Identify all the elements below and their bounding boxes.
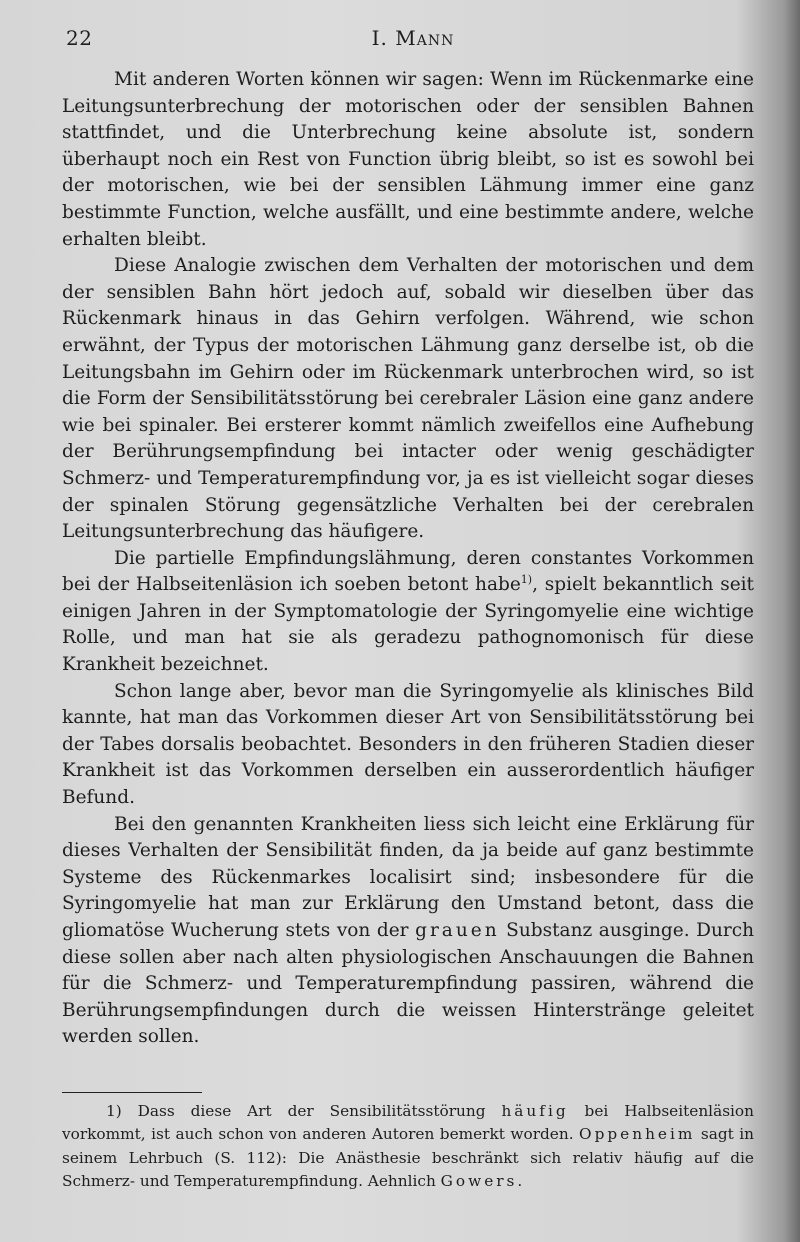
text-run: . [517,1172,523,1191]
paragraph [62,679,754,812]
spaced-emphasis: Gowers [440,1172,518,1191]
text-run: sagt in seinem Lehrbuch (S. 112): Die Anästhesie beschränkt sich relativ häufig auf die Schmerz- und Temperaturempfindung. Aehnlich [62,1125,754,1191]
footnote-rule [62,1092,202,1093]
text-run: Diese Analogie zwischen dem Verhalten der motorischen und dem der sensiblen Bahn hört jedoch auf, sobald wir dieselben über das Rückenmark hinaus in das Gehirn verfolgen. Während, wie schon erwähnt, der Typus der motorischen Lähmung ganz derselbe ist, ob die Leitungsbahn im Gehirn oder im Rückenmark unterbrochen wird, so ist die Form der Sensibilitätsstörung bei cerebraler Läsion eine ganz andere wie bei spinaler. Bei ersterer kommt nämlich zweifellos eine Aufhebung der Berührungsempfindung bei intacter oder wenig geschädigter Schmerz- und Temperaturempfindung vor, ja es ist vielleicht sogar dieses der spinalen Störung gegensätzliche Verhalten bei der cerebralen Leitungsunterbrechung das häufigere. [62,255,754,543]
spaced-emphasis: häufig [501,1102,569,1120]
paragraph [62,253,754,546]
paragraph [62,812,754,1051]
footnote-marker: 1) [520,573,533,587]
page-header [66,26,760,50]
text-run: Die partielle Empfindungslähmung, deren constantes Vorkommen bei der Halbseitenläsion ich soeben betont habe [62,547,754,596]
page-number: 22 [66,26,93,50]
text-run: Bei den genannten Krankheiten liess sich leicht eine Erklärung für dieses Verhalten der Sensibilität finden, da ja beide auf ganz bestimmte Systeme des Rückenmarkes localisirt sind; insbesondere für die Syringomyelie hat man zur Erklärung den Umstand betont, dass die gliomatöse Wucherung stets von der [62,813,754,941]
text-run: Substanz ausginge. Durch diese sollen aber nach alten physiologischen Anschauungen die Bahnen für die Schmerz- und Temperaturempfindung passiren, während die Berührungsempfindungen durch die weissen Hinterstränge geleitet werden sollen. [62,920,755,1048]
text-run: , spielt bekanntlich seit einigen Jahren in der Symptomatologie der Syringomyelie eine wichtige Rolle, und man hat sie als geradezu pathognomonisch für diese Krankheit bezeichnet. [62,574,754,676]
body-text [62,67,754,1051]
spaced-emphasis: Oppenheim [579,1125,696,1144]
paragraph [62,546,754,679]
paragraph [62,67,754,253]
text-run: Schon lange aber, bevor man die Syringomyelie als klinisches Bild kannte, hat man das Vorkommen dieser Art von Sensibilitätsstörung bei der Tabes dorsalis beobachtet. Besonders in den früheren Stadien dieser Krankheit ist das Vorkommen derselben ein ausserordentlich häufiger Befund. [62,680,754,809]
text-run: Mit anderen Worten können wir sagen: Wenn im Rückenmarke eine Leitungsunterbrechung der motorischen oder der sensiblen Bahnen stattfindet, und die Unterbrechung keine absolute ist, sondern überhaupt noch ein Rest von Function übrig bleibt, so ist es sowohl bei der motorischen, wie bei der sensiblen Lähmung immer eine ganz bestimmte Function, welche ausfällt, und eine bestimmte andere, welche erhalten bleibt. [62,69,754,250]
spaced-emphasis: grauen [415,920,500,941]
running-head: I. Mann [371,26,455,50]
text-run: bei Halbseitenläsion vorkommt, ist auch schon von anderen Autoren bemerkt worden. [62,1102,754,1144]
text-run: 1) Dass diese Art der Sensibilitätsstörung [106,1102,502,1120]
footnote [62,1100,754,1194]
